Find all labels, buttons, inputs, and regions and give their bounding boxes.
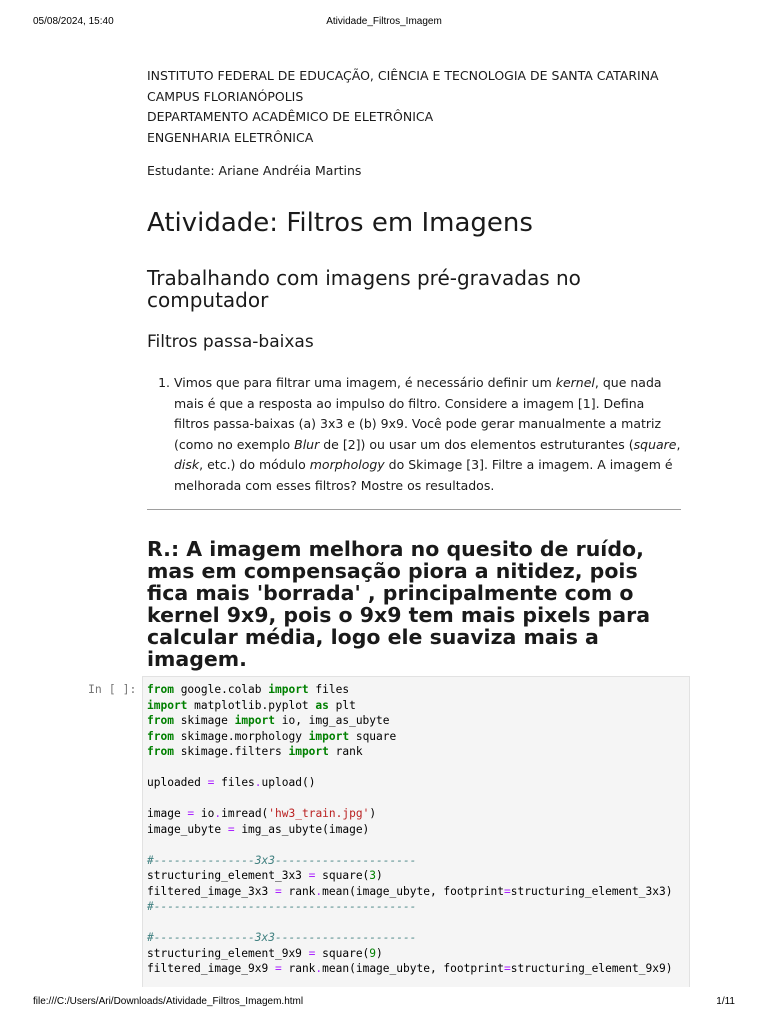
code-token: structuring_element_9x9)	[510, 962, 673, 975]
task-morphology-term: morphology	[309, 457, 385, 472]
code-token: rank	[281, 962, 316, 975]
task-disk-term: disk	[174, 457, 200, 472]
code-token: imread(	[221, 807, 269, 820]
code-keyword: import	[147, 698, 188, 712]
subsection-heading: Filtros passa-baixas	[147, 332, 314, 352]
code-token: skimage	[173, 714, 235, 727]
code-token: io	[194, 807, 215, 820]
code-operator: =	[187, 807, 195, 820]
code-comment: #---------------------------------------	[147, 900, 417, 913]
campus-line: CAMPUS FLORIANÓPOLIS	[147, 88, 304, 104]
section-divider	[147, 509, 681, 510]
code-token: mean(image_ubyte, footprint	[322, 962, 505, 975]
code-token: structuring_element_9x9	[147, 946, 309, 960]
section-heading: Trabalhando com imagens pré-gravadas no computador	[147, 266, 581, 312]
code-operator: =	[274, 962, 282, 975]
code-keyword: import	[288, 745, 329, 758]
code-token: img_as_ubyte(image)	[234, 822, 370, 836]
print-page-indicator: 1/11	[716, 996, 735, 1007]
code-keyword: import	[308, 729, 350, 743]
code-token: rank	[328, 745, 363, 758]
code-operator: =	[274, 884, 282, 898]
cell-prompt: In [ ]:	[88, 682, 137, 696]
answer-heading: R.: A imagem melhora no quesito de ruído, mas em compensação piora a nitidez, pois fica mais 'borrada' , principalmente com o kernel 9x9, pois o 9x9 tem mais pixels para calcular média, logo ele suaviza mais a imagem.	[147, 537, 651, 671]
code-token: image_ubyte	[147, 822, 228, 836]
task-blur-term: Blur	[294, 436, 320, 452]
print-file-path: file:///C:/Users/Ari/Downloads/Atividade_Filtros_Imagem.html	[33, 996, 304, 1007]
page-title: Atividade: Filtros em Imagens	[147, 208, 533, 238]
code-token: upload()	[261, 776, 316, 789]
code-token: filtered_image_9x9	[147, 962, 275, 975]
code-keyword: import	[268, 683, 309, 696]
task-list	[147, 373, 681, 496]
print-doc-title: Atividade_Filtros_Imagem	[326, 16, 442, 27]
code-keyword: as	[315, 698, 329, 712]
institution-block	[147, 66, 681, 148]
code-editor[interactable]	[142, 676, 690, 987]
task-text: , que nada mais é que a resposta ao impulso do filtro. Considere a imagem [1]. Defina filtros passa-baixas (a) 3x3 e (b) 9x9. Você pode gerar manualmente a matriz (como no exemplo	[174, 375, 662, 452]
code-token: files	[214, 776, 255, 789]
task-square-term: square	[633, 436, 677, 452]
code-token: )	[376, 946, 383, 960]
student-name: Estudante: Ariane Andréia Martins	[147, 163, 362, 178]
code-token: files	[308, 683, 350, 696]
task-kernel-term: kernel	[555, 375, 595, 390]
task-text: do Skimage [3]. Filtre a imagem. A imagem é melhorada com esses filtros? Mostre os resultados.	[174, 457, 673, 493]
code-token: skimage.filters	[173, 745, 289, 758]
code-token: uploaded	[147, 776, 208, 789]
code-token: image	[147, 807, 188, 820]
department-line: DEPARTAMENTO ACADÊMICO DE ELETRÔNICA	[147, 109, 434, 124]
code-operator: =	[308, 946, 316, 960]
code-token: square(	[315, 946, 370, 960]
code-token: matplotlib.pyplot	[187, 698, 316, 712]
code-operator: .	[315, 884, 323, 898]
task-text: ,	[676, 436, 681, 452]
code-keyword: import	[234, 714, 275, 727]
task-text: Vimos que para filtrar uma imagem, é necessário definir um	[174, 375, 556, 390]
code-token: )	[376, 869, 383, 882]
code-token: rank	[281, 884, 316, 898]
print-header	[0, 16, 768, 30]
code-operator: =	[308, 869, 316, 882]
code-text[interactable]	[143, 677, 689, 977]
code-token: filtered_image_3x3	[147, 884, 275, 898]
code-operator: .	[315, 962, 323, 975]
code-keyword: from	[147, 745, 174, 758]
code-operator: =	[227, 822, 235, 836]
code-token: square(	[315, 869, 370, 882]
code-token: google.colab	[173, 683, 269, 696]
code-token: io, img_as_ubyte	[275, 714, 390, 727]
code-token: structuring_element_3x3)	[510, 884, 673, 898]
notebook-content	[147, 66, 681, 670]
print-datetime: 05/08/2024, 15:40	[33, 16, 114, 27]
print-footer	[0, 996, 768, 1010]
task-text: , etc.) do módulo	[199, 457, 310, 472]
code-operator: .	[254, 776, 262, 789]
code-operator: =	[504, 962, 511, 975]
task-text: de [2]) ou usar um dos elementos estruturantes (	[319, 436, 634, 452]
code-token: )	[369, 807, 377, 820]
code-token: mean(image_ubyte, footprint	[322, 884, 505, 898]
code-token: skimage.morphology	[173, 729, 309, 743]
code-token: square	[349, 729, 397, 743]
institution-line: INSTITUTO FEDERAL DE EDUCAÇÃO, CIÊNCIA E TECNOLOGIA DE SANTA CATARINA	[147, 68, 659, 83]
code-comment: #---------------3x3---------------------	[147, 931, 417, 944]
code-keyword: from	[147, 729, 174, 743]
code-keyword: from	[147, 714, 174, 727]
code-operator: .	[214, 807, 222, 820]
code-string: 'hw3_train.jpg'	[268, 807, 370, 820]
code-number: 9	[369, 946, 377, 960]
code-operator: =	[504, 884, 511, 898]
course-line: ENGENHARIA ELETRÔNICA	[147, 129, 314, 145]
code-token: plt	[328, 698, 356, 712]
code-keyword: from	[147, 683, 174, 696]
task-item	[174, 373, 681, 496]
code-comment: #---------------3x3---------------------	[147, 853, 417, 867]
code-token: structuring_element_3x3	[147, 869, 309, 882]
code-number: 3	[369, 869, 377, 882]
code-operator: =	[207, 776, 215, 789]
